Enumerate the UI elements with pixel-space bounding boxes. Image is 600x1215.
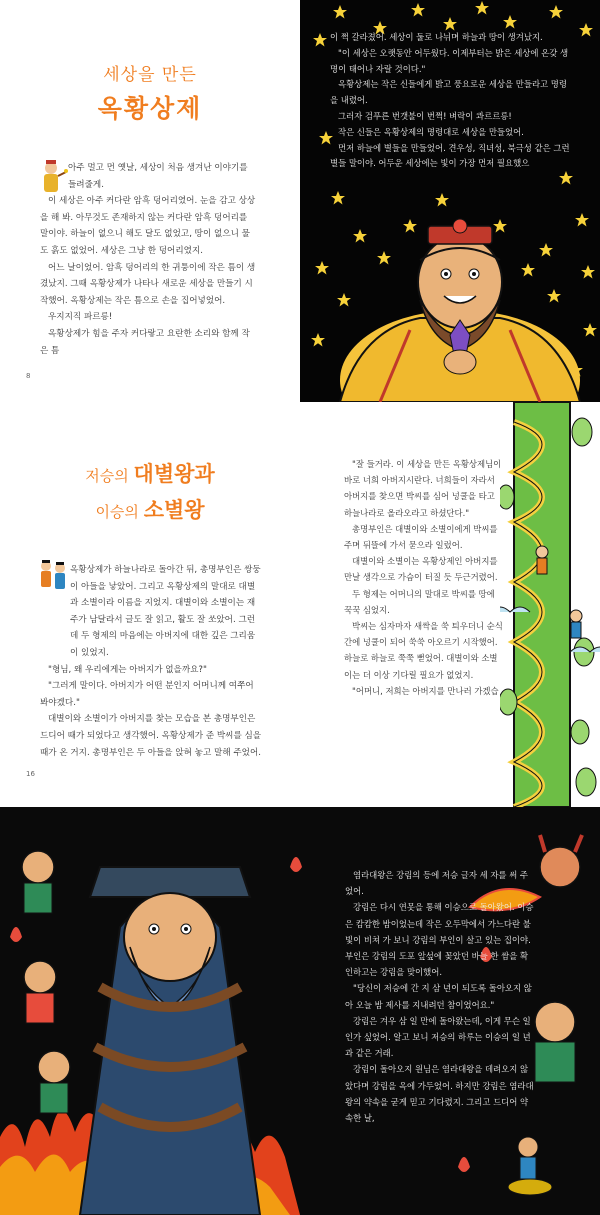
paragraph: 먼저 하늘에 별들을 만들었어. 견우성, 직녀성, 북극성 같은 그런 별들 말이야. 어두운 세상에는 빛이 가장 먼저 필요했으 xyxy=(330,142,570,169)
paragraph: 이 세상은 아주 커다란 암흑 덩어리였어. 눈을 감고 상상을 해 봐. 아무것도 존재하지 않는 커다란 암흑 덩어리를 말이야. 하늘이 없으니 해도 달도 없었고, 땅이 없으니 물도 흙도 없었어. 세상은 그냥 한 덩어리였지. xyxy=(40,196,256,256)
beanstalk-illustration xyxy=(500,402,600,807)
paragraph: 강림은 겨우 삼 일 만에 돌아왔는데, 이게 무슨 일인가 싶었어. 알고 보니 저승의 하루는 이승의 일 년과 같은 거래. xyxy=(345,1015,531,1059)
chapter-title-line2 xyxy=(0,494,300,524)
paragraph: 어느 날이었어. 암흑 덩어리의 한 귀퉁이에 작은 틈이 생겼났지. 그때 옥황상제가 나타나 새로운 세상을 만들기 시작했어. 옥황상제는 작은 틈으로 손을 집어넣었어. xyxy=(40,262,256,306)
paragraph: 박씨는 심자마자 새싹을 쑥 틔우더니 순식간에 넝쿨이 되어 쑥쑥 아오르기 시작했어. 하늘로 하늘로 쭉쭉 뻗었어. 대별이와 소별이는 더 이상 기다릴 필요가 없었지. xyxy=(344,621,503,680)
left-page-text xyxy=(40,562,262,761)
right-page xyxy=(300,402,600,807)
chapter-title xyxy=(0,458,300,524)
paragraph: 두 형제는 어머니의 말대로 박씨를 땅에 꾹꾹 심었지. xyxy=(344,588,495,615)
paragraph: 옥황상제가 하늘나라로 돌아간 뒤, 총명부인은 쌍둥이 아들을 낳았어. 그리고 옥황상제의 말대로 대별과 소별이라 이름을 지었지. 대별이와 소별이는 재주가 남달라서 글도 잘 읽고, 활도 잘 쏘았어. 그런데 두 형제의 마음에는 아버지에 대한 깊은 그리움이 있었지. xyxy=(70,565,261,658)
paragraph: 강림은 다시 연못을 통해 이승으로 돌아왔어. 이승은 캄캄한 밤이었는데 작은 오두막에서 가느다란 불빛이 비쳐 가 보니 강림의 부인이 살고 있는 집이야. 부인은 강림의 도포 앞섶에 꽂았던 바늘 한 쌈을 확인하고는 강림을 맞이했어. xyxy=(345,902,534,978)
title-part: 대별왕과 xyxy=(133,462,215,486)
chapter-title-line1 xyxy=(0,458,300,488)
page-number: 16 xyxy=(26,770,35,778)
right-page-text xyxy=(344,456,504,699)
paragraph: 이 쩍 갈라졌어. 세상이 둘로 나뉘며 하늘과 땅이 생겨났지. xyxy=(330,32,543,42)
title-part: 소별왕 xyxy=(143,498,205,522)
chapter-title-line2: 옥황상제 xyxy=(97,94,203,123)
paragraph: "형님, 왜 우리에게는 아버지가 없을까요?" xyxy=(48,664,207,675)
right-page xyxy=(300,0,600,402)
paragraph: "당신이 저승에 간 지 삼 년이 되도록 돌아오지 않아 오늘 밤 제사를 지내려던 참이었어요." xyxy=(345,983,532,1010)
paragraph: "잘 들거라. 이 세상을 만든 옥황상제님이 바로 너희 아버지시란다. 너희들이 자라서 아버지를 찾으면 박씨를 심어 넝쿨을 타고 하늘나라로 올라오라고 하셨단다." xyxy=(344,459,502,518)
right-page-text xyxy=(330,30,570,172)
title-part: 이승의 xyxy=(95,503,144,521)
paragraph: 총명부인은 대별이와 소별이에게 박씨를 주며 뒤뜰에 가서 묻으라 일렀어. xyxy=(344,523,498,551)
paragraph: 대별이와 소별이는 옥황상제인 아버지를 만날 생각으로 가슴이 터질 듯 두근거렸어. xyxy=(344,556,498,583)
story-text xyxy=(345,867,535,1126)
spread-daebyeol-sobyeol xyxy=(0,402,600,807)
left-page xyxy=(0,0,300,402)
paragraph: 염라대왕은 강림의 등에 저승 글자 세 자를 써 주었어. xyxy=(345,870,529,897)
spread-gangrim xyxy=(0,807,600,1215)
chapter-title xyxy=(0,60,300,125)
paragraph: 작은 신들은 옥황상제의 명령대로 세상을 만들었어. xyxy=(338,126,524,137)
left-page xyxy=(0,402,300,807)
paragraph: 그러자 검푸른 번갯불이 번쩍! 벼락이 콰르르릉! xyxy=(338,110,512,121)
paragraph: 우지지직 파르릉! xyxy=(48,312,113,323)
chapter-title-line1: 세상을 만든 xyxy=(103,65,197,85)
paragraph: "어머니, 저희는 아버지를 만나러 가겠습 xyxy=(352,685,499,696)
page-number: 8 xyxy=(26,372,31,380)
spread-okhwang xyxy=(0,0,600,402)
paragraph: "이 세상은 오랫동안 어두웠다. 이제부터는 밝은 세상에 온갖 생명이 태어나 자랄 것이다." xyxy=(330,47,569,74)
paragraph: 옥황상제는 작은 신들에게 밝고 풍요로운 세상을 만들라고 명령을 내렸어. xyxy=(330,79,567,106)
paragraph: "그러게 말이다. 아버지가 어떤 분인지 어머니께 여쭈어 봐야겠다." xyxy=(40,681,254,708)
left-page-text xyxy=(40,160,258,359)
paragraph: 옥황상제가 힘을 주자 커다랗고 요란한 소리와 함께 작은 틈 xyxy=(40,328,250,356)
title-part: 저승의 xyxy=(85,467,134,485)
paragraph: 강림이 돌아오지 원님은 염라대왕을 데려오지 않았다며 강림을 옥에 가두었어. 하지만 강림은 염라대왕의 약속을 굳게 믿고 기다렸지. 그리고 드디어 약속한 날, xyxy=(345,1064,534,1124)
paragraph: 아주 멀고 먼 옛날, 세상이 처음 생겨난 이야기를 들려줄게. xyxy=(68,163,248,190)
paragraph: 대별이와 소별이가 아버지를 찾는 모습을 본 총명부인은 드디어 때가 되었다고 생각했어. 옥황상제가 준 박씨를 심을 때가 온 거지. 총명부인은 두 아들을 앉혀 놓고 말해 주었어. xyxy=(40,714,262,758)
